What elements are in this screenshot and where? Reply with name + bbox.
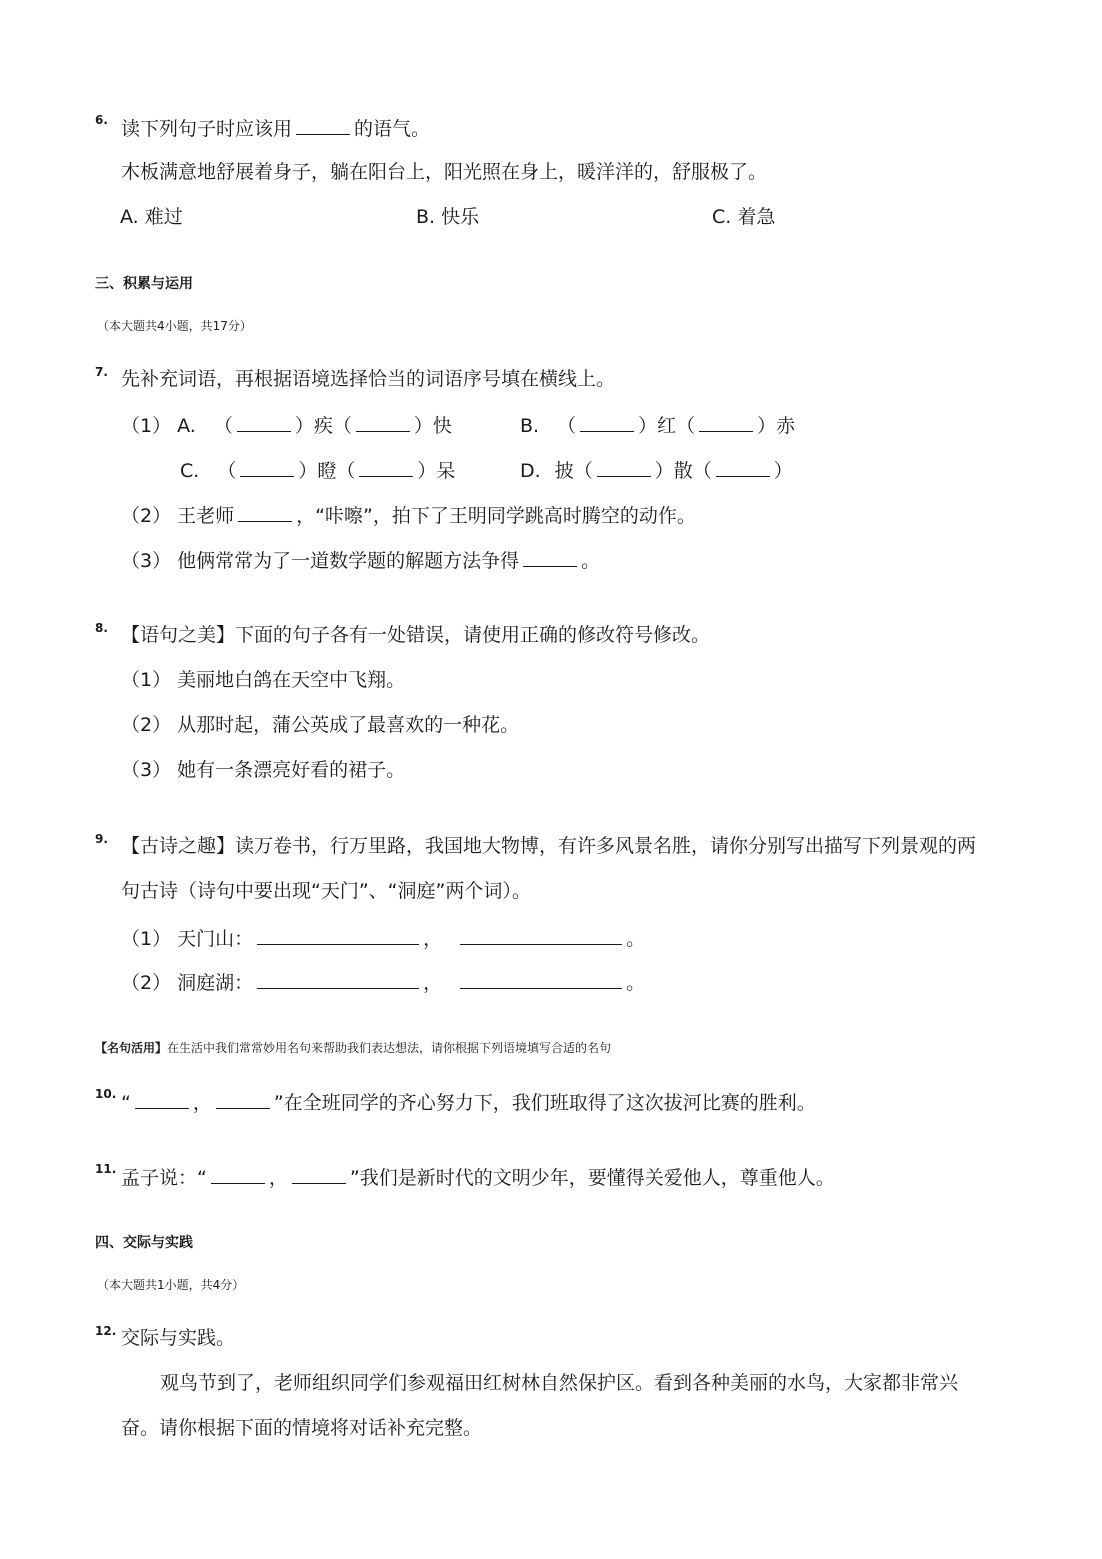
place-name: 天门山： [177,928,254,950]
word-char: 披（ [554,460,593,482]
sentence-text: 孟子说：“ [121,1167,207,1189]
answer-blank[interactable] [257,969,419,989]
sentence-text: 从那时起，蒲公英成了最喜欢的一种花。 [177,714,520,736]
answer-blank[interactable] [296,115,350,135]
word-label-b: B. [520,415,540,437]
question-number: 8. [95,621,108,635]
subquestion-3 [121,547,600,573]
sentence-text: 他俩常常为了一道数学题的解题方法争得 [177,550,520,572]
answer-blank[interactable] [237,412,291,432]
punct: ， [268,1167,288,1189]
word-char: ） [773,460,793,482]
answer-blank[interactable] [460,925,622,945]
item-label: （2） [121,505,172,527]
punct: 。 [626,928,646,950]
paren: （ [213,415,233,437]
question-stem: 交际与实践。 [121,1327,236,1349]
answer-blank[interactable] [359,457,413,477]
word-label-c: C. [180,460,200,482]
item-label: （1） [121,669,172,691]
question-stem [121,1089,816,1115]
paren: （ [557,415,577,437]
option-a[interactable]: A. 难过 [120,206,183,228]
word-group-d [520,457,793,483]
answer-blank[interactable] [597,457,651,477]
item-label: （3） [121,550,172,572]
paragraph-line-2: 奋。请你根据下面的情境将对话补充完整。 [121,1417,483,1439]
item-label: （2） [121,714,172,736]
item-label: （3） [121,759,172,781]
word-char: ）快 [413,415,452,437]
word-char: ）赤 [757,415,796,437]
question-stem: 先补充词语，再根据语境选择恰当的词语序号填在横线上。 [121,368,616,390]
answer-blank[interactable] [257,925,419,945]
punct: ， [423,928,443,950]
punct: ， [192,1092,212,1114]
item-label: （2） [121,972,172,994]
answer-blank[interactable] [580,412,634,432]
word-label-a: A. [177,415,196,437]
list-item [121,713,519,737]
paren: （ [217,460,237,482]
question-stem [121,115,430,141]
sentence-text: ”我们是新时代的文明少年，要懂得关爱他人，尊重他人。 [349,1167,835,1189]
group-text: 在生活中我们常常妙用名句来帮助我们表达想法，请你根据下列语境填写合适的名句 [167,1041,612,1055]
list-item [121,668,405,692]
section-note: （本大题共4小题，共17分） [97,319,252,333]
answer-blank[interactable] [216,1089,270,1109]
paragraph-line-1: 观鸟节到了，老师组织同学们参观福田红树林自然保护区。看到各种美丽的水鸟，大家都非常兴 [160,1372,959,1394]
list-item [121,758,405,782]
sentence-text: 。 [581,550,601,572]
stem-text: 的语气。 [354,118,431,140]
answer-blank[interactable] [292,1164,346,1184]
poem-item [121,969,645,995]
word-char: ）瞪（ [298,460,356,482]
word-group-row-1 [121,412,452,438]
question-stem [121,1164,835,1190]
item-label: （1） [121,415,172,437]
section-title: 三、积累与运用 [95,276,193,292]
sentence-text: 美丽地白鸽在天空中飞翔。 [177,669,406,691]
answer-blank[interactable] [523,547,577,567]
sentence-text: ”在全班同学的齐心努力下，我们班取得了这次拔河比赛的胜利。 [273,1092,816,1114]
punct: 。 [626,972,646,994]
question-stem: 【语句之美】下面的句子各有一处错误，请使用正确的修改符号修改。 [121,624,711,646]
question-stem-line-2: 句古诗（诗句中要出现“天门”、“洞庭”两个词）。 [121,880,531,902]
option-c[interactable]: C. 着急 [712,206,776,228]
word-char: ）红（ [638,415,696,437]
stem-text: 读下列句子时应该用 [121,118,293,140]
word-group-c [180,457,455,483]
question-number: 10. [95,1087,117,1101]
answer-blank[interactable] [356,412,410,432]
question-number: 6. [95,113,108,127]
answer-blank[interactable] [240,457,294,477]
punct: ， [423,972,443,994]
quote-mark: “ [121,1092,131,1114]
answer-blank[interactable] [699,412,753,432]
word-char: ）疾（ [294,415,352,437]
group-instruction [95,1040,611,1056]
answer-blank[interactable] [716,457,770,477]
word-char: ）呆 [417,460,456,482]
section-title: 四、交际与实践 [95,1235,193,1251]
question-number: 9. [95,832,108,846]
question-sentence: 木板满意地舒展着身子，躺在阳台上，阳光照在身上，暖洋洋的，舒服极了。 [121,161,768,183]
question-stem-line-1: 【古诗之趣】读万卷书，行万里路，我国地大物博，有许多风景名胜，请你分别写出描写下列景观的两 [121,835,977,857]
answer-blank[interactable] [211,1164,265,1184]
poem-item [121,925,645,951]
answer-blank[interactable] [460,969,622,989]
question-number: 7. [95,365,108,379]
item-label: （1） [121,928,172,950]
question-number: 12. [95,1324,117,1338]
word-label-d: D. [520,460,541,482]
section-note: （本大题共1小题，共4分） [97,1278,245,1292]
answer-blank[interactable] [238,502,292,522]
sentence-text: 她有一条漂亮好看的裙子。 [177,759,406,781]
subquestion-2 [121,502,696,528]
sentence-text: 王老师 [177,505,235,527]
question-number: 11. [95,1162,117,1176]
sentence-text: ，“咔嚓”，拍下了王明同学跳高时腾空的动作。 [296,505,696,527]
group-tag: 【名句活用】 [95,1041,168,1055]
word-char: ）散（ [654,460,712,482]
answer-blank[interactable] [135,1089,189,1109]
option-b[interactable]: B. 快乐 [416,206,480,228]
place-name: 洞庭湖： [177,972,254,994]
word-group-b [520,412,795,438]
